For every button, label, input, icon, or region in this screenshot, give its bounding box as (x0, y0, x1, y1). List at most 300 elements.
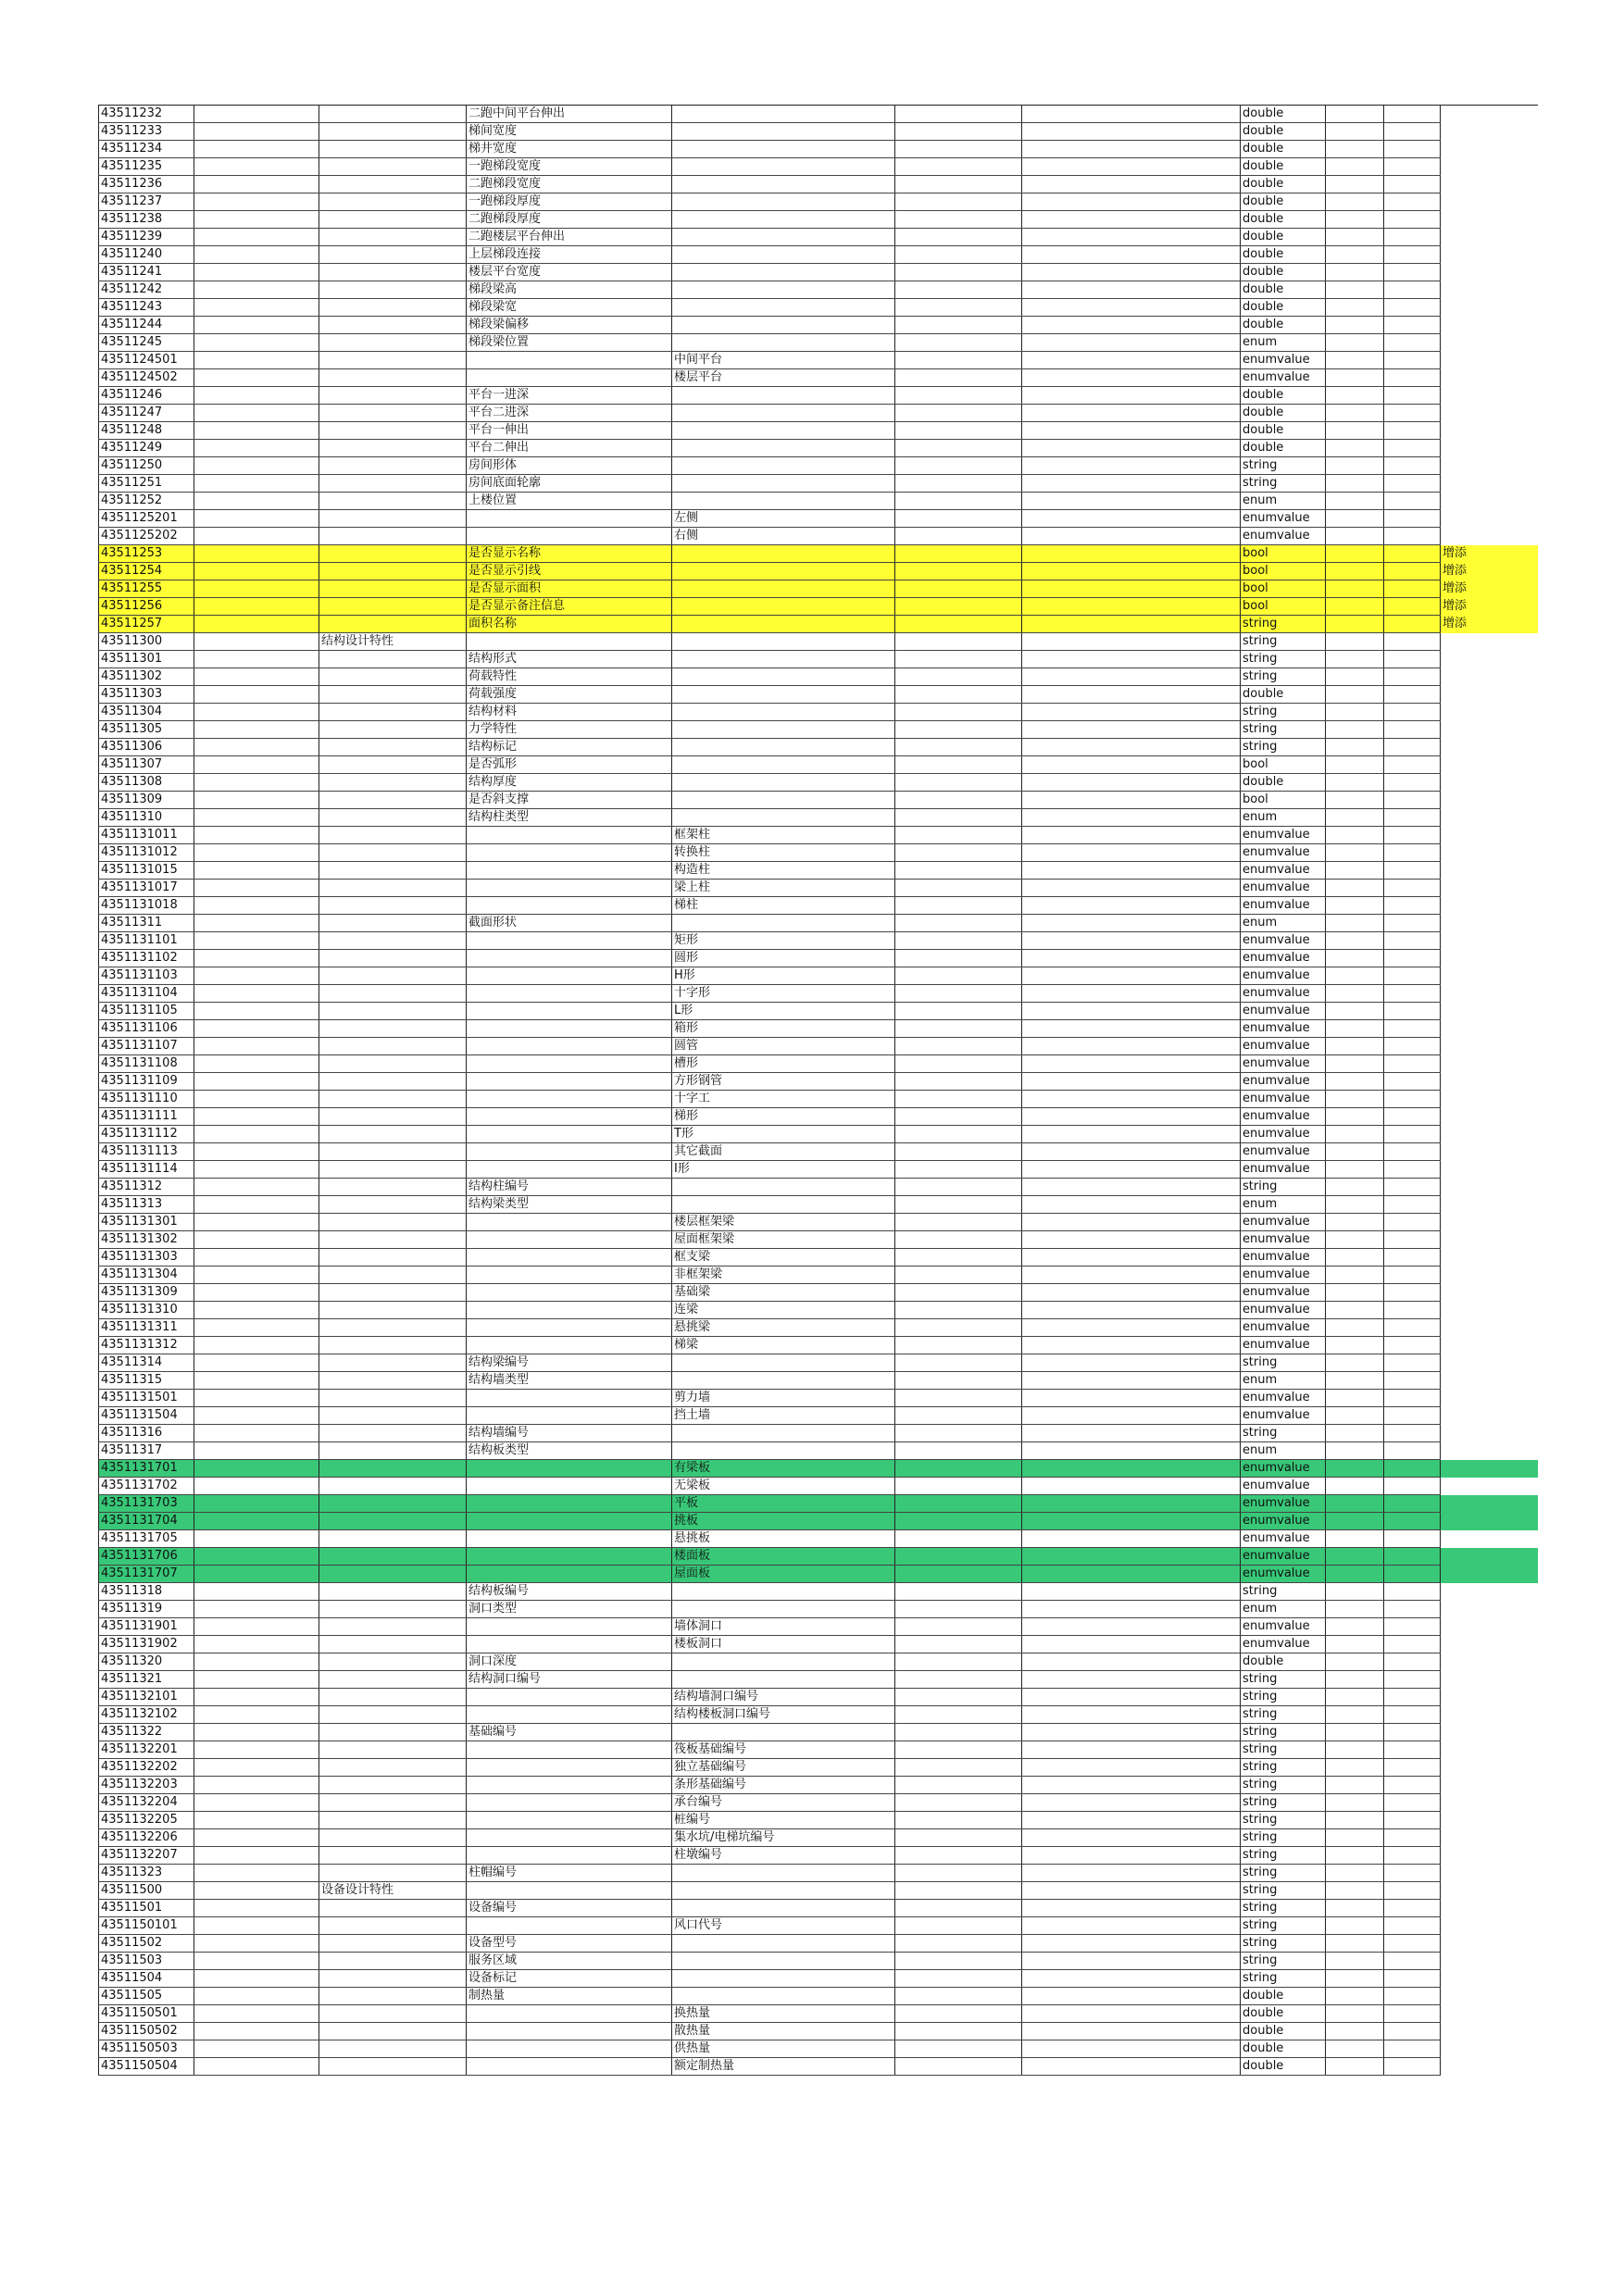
cell-c5[interactable] (895, 1566, 1022, 1583)
cell-type[interactable]: enumvalue (1241, 1038, 1326, 1055)
cell-c4[interactable] (672, 141, 895, 158)
cell-c1[interactable] (194, 1970, 319, 1988)
cell-c4[interactable] (672, 246, 895, 264)
cell-c6[interactable] (1022, 246, 1241, 264)
cell-type[interactable]: double (1241, 1988, 1326, 2005)
cell-note[interactable] (1441, 932, 1538, 950)
cell-c8[interactable] (1326, 1495, 1384, 1513)
cell-type[interactable]: double (1241, 141, 1326, 158)
cell-c1[interactable] (194, 967, 319, 985)
cell-c1[interactable] (194, 1671, 319, 1689)
cell-c3[interactable] (467, 1460, 672, 1478)
cell-id[interactable]: 43511242 (99, 281, 194, 299)
cell-c8[interactable] (1326, 1337, 1384, 1354)
cell-id[interactable]: 43511238 (99, 211, 194, 229)
cell-c9[interactable] (1384, 176, 1441, 193)
cell-c4[interactable]: 梯梁 (672, 1337, 895, 1354)
cell-c6[interactable] (1022, 774, 1241, 792)
cell-c8[interactable] (1326, 651, 1384, 668)
cell-c6[interactable] (1022, 1530, 1241, 1548)
cell-c6[interactable] (1022, 1829, 1241, 1847)
cell-c1[interactable] (194, 1653, 319, 1671)
cell-c8[interactable] (1326, 264, 1384, 281)
cell-c5[interactable] (895, 704, 1022, 721)
cell-c5[interactable] (895, 1935, 1022, 1953)
cell-id[interactable]: 4351131111 (99, 1108, 194, 1126)
cell-c4[interactable] (672, 475, 895, 493)
cell-c3[interactable]: 上层梯段连接 (467, 246, 672, 264)
cell-c6[interactable] (1022, 739, 1241, 756)
cell-id[interactable]: 4351131017 (99, 880, 194, 897)
cell-c1[interactable] (194, 405, 319, 422)
cell-c6[interactable] (1022, 1284, 1241, 1302)
cell-c4[interactable] (672, 915, 895, 932)
cell-c6[interactable] (1022, 932, 1241, 950)
cell-c9[interactable] (1384, 827, 1441, 844)
cell-c6[interactable] (1022, 1759, 1241, 1777)
cell-type[interactable]: string (1241, 1741, 1326, 1759)
cell-type[interactable]: enumvalue (1241, 1231, 1326, 1249)
cell-c2[interactable] (319, 1777, 467, 1794)
cell-c6[interactable] (1022, 1618, 1241, 1636)
cell-id[interactable]: 43511251 (99, 475, 194, 493)
cell-note[interactable] (1441, 1530, 1538, 1548)
cell-type[interactable]: double (1241, 211, 1326, 229)
cell-c2[interactable] (319, 158, 467, 176)
cell-c4[interactable] (672, 193, 895, 211)
cell-c4[interactable] (672, 1900, 895, 1917)
cell-note[interactable] (1441, 158, 1538, 176)
cell-c8[interactable] (1326, 1126, 1384, 1143)
cell-id[interactable]: 43511317 (99, 1442, 194, 1460)
cell-c5[interactable] (895, 1337, 1022, 1354)
cell-c4[interactable] (672, 756, 895, 774)
cell-c2[interactable] (319, 1829, 467, 1847)
cell-id[interactable]: 43511232 (99, 106, 194, 123)
cell-c2[interactable] (319, 651, 467, 668)
cell-c1[interactable] (194, 809, 319, 827)
cell-c3[interactable]: 房间形体 (467, 457, 672, 475)
cell-c9[interactable] (1384, 1865, 1441, 1882)
cell-c3[interactable]: 洞口类型 (467, 1601, 672, 1618)
cell-c1[interactable] (194, 1865, 319, 1882)
cell-c1[interactable] (194, 211, 319, 229)
cell-c6[interactable] (1022, 1179, 1241, 1196)
cell-c4[interactable]: 筏板基础编号 (672, 1741, 895, 1759)
cell-note[interactable] (1441, 193, 1538, 211)
cell-id[interactable]: 43511502 (99, 1935, 194, 1953)
cell-type[interactable]: string (1241, 1671, 1326, 1689)
cell-c1[interactable] (194, 457, 319, 475)
cell-c4[interactable] (672, 1865, 895, 1882)
cell-c4[interactable]: 框支梁 (672, 1249, 895, 1267)
cell-c4[interactable] (672, 809, 895, 827)
cell-c9[interactable] (1384, 739, 1441, 756)
cell-note[interactable] (1441, 2040, 1538, 2058)
cell-c6[interactable] (1022, 1249, 1241, 1267)
cell-c2[interactable] (319, 1038, 467, 1055)
cell-c6[interactable] (1022, 950, 1241, 967)
cell-c9[interactable] (1384, 844, 1441, 862)
cell-id[interactable]: 4351150502 (99, 2023, 194, 2040)
cell-id[interactable]: 4351131112 (99, 1126, 194, 1143)
cell-id[interactable]: 43511316 (99, 1425, 194, 1442)
cell-id[interactable]: 4351131015 (99, 862, 194, 880)
cell-c6[interactable] (1022, 1689, 1241, 1706)
cell-c6[interactable] (1022, 229, 1241, 246)
cell-c3[interactable] (467, 2058, 672, 2076)
cell-c8[interactable] (1326, 1407, 1384, 1425)
cell-note[interactable] (1441, 967, 1538, 985)
cell-c6[interactable] (1022, 545, 1241, 563)
cell-c5[interactable] (895, 1847, 1022, 1865)
cell-type[interactable]: enum (1241, 1196, 1326, 1214)
cell-c3[interactable] (467, 1689, 672, 1706)
cell-c5[interactable] (895, 1636, 1022, 1653)
cell-c3[interactable] (467, 1407, 672, 1425)
cell-c2[interactable] (319, 1653, 467, 1671)
cell-c1[interactable] (194, 1917, 319, 1935)
cell-type[interactable]: double (1241, 246, 1326, 264)
cell-c4[interactable]: 剪力墙 (672, 1390, 895, 1407)
cell-c9[interactable] (1384, 493, 1441, 510)
cell-c2[interactable] (319, 1003, 467, 1020)
cell-c2[interactable] (319, 1671, 467, 1689)
cell-c8[interactable] (1326, 2023, 1384, 2040)
cell-c9[interactable] (1384, 1618, 1441, 1636)
cell-c9[interactable] (1384, 880, 1441, 897)
cell-note[interactable] (1441, 985, 1538, 1003)
cell-c1[interactable] (194, 545, 319, 563)
cell-c5[interactable] (895, 1425, 1022, 1442)
cell-type[interactable]: enumvalue (1241, 1478, 1326, 1495)
cell-c3[interactable]: 力学特性 (467, 721, 672, 739)
cell-type[interactable]: enumvalue (1241, 528, 1326, 545)
cell-c3[interactable] (467, 1478, 672, 1495)
cell-c9[interactable] (1384, 950, 1441, 967)
cell-c1[interactable] (194, 1196, 319, 1214)
cell-c3[interactable]: 制热量 (467, 1988, 672, 2005)
cell-id[interactable]: 43511237 (99, 193, 194, 211)
cell-id[interactable]: 43511254 (99, 563, 194, 580)
cell-type[interactable]: string (1241, 1900, 1326, 1917)
cell-id[interactable]: 43511501 (99, 1900, 194, 1917)
cell-id[interactable]: 43511249 (99, 440, 194, 457)
cell-note[interactable] (1441, 1953, 1538, 1970)
cell-c6[interactable] (1022, 1566, 1241, 1583)
cell-c4[interactable] (672, 686, 895, 704)
cell-c2[interactable] (319, 405, 467, 422)
cell-c2[interactable] (319, 422, 467, 440)
cell-c6[interactable] (1022, 510, 1241, 528)
cell-c8[interactable] (1326, 1372, 1384, 1390)
cell-c9[interactable] (1384, 1460, 1441, 1478)
cell-c8[interactable] (1326, 1055, 1384, 1073)
cell-c6[interactable] (1022, 1143, 1241, 1161)
cell-c2[interactable] (319, 897, 467, 915)
cell-c3[interactable]: 结构墙编号 (467, 1425, 672, 1442)
cell-c2[interactable] (319, 1618, 467, 1636)
cell-type[interactable]: string (1241, 1953, 1326, 1970)
cell-c8[interactable] (1326, 1829, 1384, 1847)
cell-id[interactable]: 43511315 (99, 1372, 194, 1390)
cell-note[interactable] (1441, 1161, 1538, 1179)
cell-note[interactable] (1441, 1091, 1538, 1108)
cell-c2[interactable] (319, 2040, 467, 2058)
cell-type[interactable]: double (1241, 281, 1326, 299)
cell-c2[interactable] (319, 967, 467, 985)
cell-c6[interactable] (1022, 1267, 1241, 1284)
cell-c1[interactable] (194, 1143, 319, 1161)
cell-c1[interactable] (194, 1407, 319, 1425)
cell-c8[interactable] (1326, 1917, 1384, 1935)
cell-c6[interactable] (1022, 1777, 1241, 1794)
cell-c4[interactable]: 楼面板 (672, 1548, 895, 1566)
cell-c6[interactable] (1022, 862, 1241, 880)
cell-c5[interactable] (895, 827, 1022, 844)
cell-c8[interactable] (1326, 616, 1384, 633)
cell-type[interactable]: enumvalue (1241, 1055, 1326, 1073)
cell-c4[interactable]: 矩形 (672, 932, 895, 950)
cell-c4[interactable] (672, 563, 895, 580)
cell-c9[interactable] (1384, 1935, 1441, 1953)
cell-c9[interactable] (1384, 1354, 1441, 1372)
cell-c4[interactable] (672, 1970, 895, 1988)
cell-id[interactable]: 4351131902 (99, 1636, 194, 1653)
cell-c2[interactable] (319, 1143, 467, 1161)
cell-c8[interactable] (1326, 281, 1384, 299)
cell-note[interactable] (1441, 1794, 1538, 1812)
cell-id[interactable]: 43511306 (99, 739, 194, 756)
cell-c4[interactable]: 无梁板 (672, 1478, 895, 1495)
cell-c4[interactable]: 梯形 (672, 1108, 895, 1126)
cell-c3[interactable] (467, 1741, 672, 1759)
cell-c4[interactable]: 条形基础编号 (672, 1777, 895, 1794)
cell-note[interactable] (1441, 1249, 1538, 1267)
cell-c1[interactable] (194, 1073, 319, 1091)
cell-note[interactable] (1441, 1126, 1538, 1143)
cell-type[interactable]: enumvalue (1241, 1003, 1326, 1020)
cell-c2[interactable] (319, 1794, 467, 1812)
cell-c2[interactable] (319, 317, 467, 334)
cell-note[interactable] (1441, 352, 1538, 369)
cell-c8[interactable] (1326, 1302, 1384, 1319)
cell-id[interactable]: 43511244 (99, 317, 194, 334)
cell-type[interactable]: enumvalue (1241, 950, 1326, 967)
cell-c4[interactable] (672, 1953, 895, 1970)
cell-c2[interactable] (319, 1302, 467, 1319)
cell-c5[interactable] (895, 2023, 1022, 2040)
cell-c4[interactable] (672, 792, 895, 809)
cell-c4[interactable]: 桩编号 (672, 1812, 895, 1829)
cell-c8[interactable] (1326, 1601, 1384, 1618)
cell-c6[interactable] (1022, 211, 1241, 229)
cell-c8[interactable] (1326, 862, 1384, 880)
cell-c5[interactable] (895, 792, 1022, 809)
cell-c5[interactable] (895, 1601, 1022, 1618)
cell-c6[interactable] (1022, 281, 1241, 299)
cell-c4[interactable] (672, 721, 895, 739)
cell-note[interactable] (1441, 1601, 1538, 1618)
cell-note[interactable]: 增添 (1441, 580, 1538, 598)
cell-c3[interactable] (467, 880, 672, 897)
cell-type[interactable]: enumvalue (1241, 510, 1326, 528)
cell-c4[interactable]: I形 (672, 1161, 895, 1179)
cell-note[interactable] (1441, 2058, 1538, 2076)
cell-c6[interactable] (1022, 2005, 1241, 2023)
cell-type[interactable]: enumvalue (1241, 1108, 1326, 1126)
cell-c5[interactable] (895, 950, 1022, 967)
cell-c2[interactable]: 设备设计特性 (319, 1882, 467, 1900)
cell-c8[interactable] (1326, 1231, 1384, 1249)
cell-c6[interactable] (1022, 1741, 1241, 1759)
cell-c5[interactable] (895, 1249, 1022, 1267)
cell-c8[interactable] (1326, 756, 1384, 774)
cell-id[interactable]: 4351124502 (99, 369, 194, 387)
cell-c9[interactable] (1384, 1495, 1441, 1513)
cell-type[interactable]: string (1241, 1935, 1326, 1953)
cell-c1[interactable] (194, 1425, 319, 1442)
cell-note[interactable] (1441, 1284, 1538, 1302)
cell-c5[interactable] (895, 1618, 1022, 1636)
cell-c3[interactable]: 结构梁类型 (467, 1196, 672, 1214)
cell-id[interactable]: 4351131110 (99, 1091, 194, 1108)
cell-c6[interactable] (1022, 704, 1241, 721)
cell-id[interactable]: 43511313 (99, 1196, 194, 1214)
cell-c1[interactable] (194, 1513, 319, 1530)
cell-c6[interactable] (1022, 387, 1241, 405)
cell-note[interactable] (1441, 809, 1538, 827)
cell-c1[interactable] (194, 1249, 319, 1267)
cell-c9[interactable] (1384, 1759, 1441, 1777)
cell-c3[interactable] (467, 528, 672, 545)
cell-type[interactable]: string (1241, 633, 1326, 651)
cell-c9[interactable] (1384, 1319, 1441, 1337)
cell-c8[interactable] (1326, 193, 1384, 211)
cell-c5[interactable] (895, 932, 1022, 950)
cell-c2[interactable] (319, 1407, 467, 1425)
cell-c8[interactable] (1326, 809, 1384, 827)
cell-note[interactable] (1441, 369, 1538, 387)
cell-c9[interactable] (1384, 1038, 1441, 1055)
cell-c6[interactable] (1022, 1038, 1241, 1055)
cell-c2[interactable] (319, 1935, 467, 1953)
cell-c6[interactable] (1022, 1425, 1241, 1442)
cell-c8[interactable] (1326, 897, 1384, 915)
cell-c6[interactable] (1022, 1108, 1241, 1126)
cell-note[interactable] (1441, 1055, 1538, 1073)
cell-c4[interactable] (672, 229, 895, 246)
cell-c5[interactable] (895, 1706, 1022, 1724)
cell-id[interactable]: 4351131702 (99, 1478, 194, 1495)
cell-c8[interactable] (1326, 123, 1384, 141)
cell-c2[interactable] (319, 1284, 467, 1302)
cell-c3[interactable]: 结构厚度 (467, 774, 672, 792)
cell-c3[interactable] (467, 1003, 672, 1020)
cell-type[interactable]: string (1241, 1179, 1326, 1196)
cell-id[interactable]: 4351131311 (99, 1319, 194, 1337)
cell-c9[interactable] (1384, 2040, 1441, 2058)
cell-c3[interactable]: 设备编号 (467, 1900, 672, 1917)
cell-c5[interactable] (895, 897, 1022, 915)
cell-c9[interactable] (1384, 563, 1441, 580)
cell-note[interactable] (1441, 1337, 1538, 1354)
cell-c1[interactable] (194, 1267, 319, 1284)
cell-c6[interactable] (1022, 809, 1241, 827)
cell-id[interactable]: 43511310 (99, 809, 194, 827)
cell-c8[interactable] (1326, 967, 1384, 985)
cell-note[interactable] (1441, 422, 1538, 440)
cell-type[interactable]: enumvalue (1241, 1143, 1326, 1161)
cell-c5[interactable] (895, 739, 1022, 756)
cell-c2[interactable]: 结构设计特性 (319, 633, 467, 651)
cell-id[interactable]: 43511248 (99, 422, 194, 440)
cell-c8[interactable] (1326, 1390, 1384, 1407)
cell-c1[interactable] (194, 616, 319, 633)
cell-c5[interactable] (895, 352, 1022, 369)
cell-c9[interactable] (1384, 1267, 1441, 1284)
cell-c9[interactable] (1384, 809, 1441, 827)
cell-type[interactable]: string (1241, 1865, 1326, 1882)
cell-type[interactable]: double (1241, 193, 1326, 211)
cell-c8[interactable] (1326, 2058, 1384, 2076)
cell-c6[interactable] (1022, 1724, 1241, 1741)
cell-c3[interactable] (467, 1829, 672, 1847)
cell-c6[interactable] (1022, 1126, 1241, 1143)
cell-c3[interactable]: 平台二进深 (467, 405, 672, 422)
cell-c3[interactable]: 梯段梁宽 (467, 299, 672, 317)
cell-c2[interactable] (319, 616, 467, 633)
cell-c8[interactable] (1326, 475, 1384, 493)
cell-c9[interactable] (1384, 862, 1441, 880)
cell-c3[interactable] (467, 2005, 672, 2023)
cell-note[interactable] (1441, 686, 1538, 704)
cell-c4[interactable]: 圆形 (672, 950, 895, 967)
cell-c2[interactable] (319, 1231, 467, 1249)
cell-c1[interactable] (194, 369, 319, 387)
cell-c4[interactable] (672, 774, 895, 792)
cell-note[interactable] (1441, 1917, 1538, 1935)
cell-c4[interactable] (672, 1372, 895, 1390)
cell-c2[interactable] (319, 1917, 467, 1935)
cell-c3[interactable]: 结构板编号 (467, 1583, 672, 1601)
cell-c5[interactable] (895, 1055, 1022, 1073)
cell-id[interactable]: 43511303 (99, 686, 194, 704)
cell-c4[interactable] (672, 405, 895, 422)
cell-id[interactable]: 4351131309 (99, 1284, 194, 1302)
cell-note[interactable] (1441, 440, 1538, 457)
cell-c6[interactable] (1022, 106, 1241, 123)
cell-c3[interactable] (467, 1917, 672, 1935)
cell-type[interactable]: enumvalue (1241, 1249, 1326, 1267)
cell-c4[interactable] (672, 545, 895, 563)
cell-type[interactable]: double (1241, 229, 1326, 246)
cell-c5[interactable] (895, 369, 1022, 387)
cell-note[interactable] (1441, 1267, 1538, 1284)
cell-c9[interactable] (1384, 281, 1441, 299)
cell-type[interactable]: bool (1241, 580, 1326, 598)
cell-c5[interactable] (895, 158, 1022, 176)
cell-id[interactable]: 4351132205 (99, 1812, 194, 1829)
cell-c5[interactable] (895, 229, 1022, 246)
cell-c2[interactable] (319, 229, 467, 246)
cell-c1[interactable] (194, 827, 319, 844)
cell-c3[interactable] (467, 827, 672, 844)
cell-c3[interactable] (467, 2023, 672, 2040)
cell-c9[interactable] (1384, 1671, 1441, 1689)
cell-c2[interactable] (319, 792, 467, 809)
cell-note[interactable] (1441, 229, 1538, 246)
